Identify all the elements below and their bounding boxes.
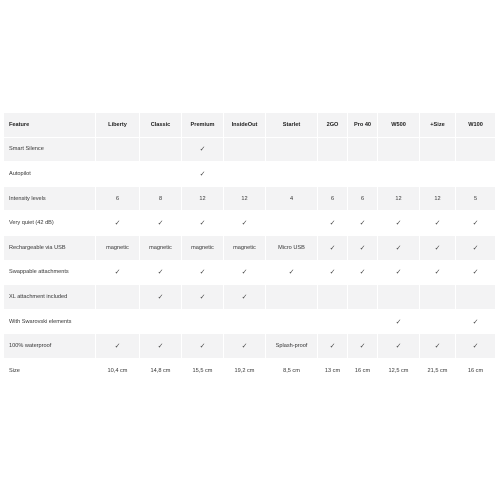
product-header-starlet: Starlet	[266, 113, 318, 138]
product-header-liberty: Liberty	[96, 113, 140, 138]
cell-pro40: ✓	[348, 236, 378, 261]
cell-liberty	[96, 310, 140, 335]
cell-w500: 12,5 cm	[378, 359, 420, 384]
cell-pro40	[348, 310, 378, 335]
cell-classic: 14,8 cm	[140, 359, 182, 384]
product-header-w100: W100	[456, 113, 496, 138]
cell-2go	[318, 310, 348, 335]
cell-premium: ✓	[182, 211, 224, 236]
cell-classic: ✓	[140, 285, 182, 310]
cell-premium: 15,5 cm	[182, 359, 224, 384]
cell-plus-size: 12	[420, 187, 456, 212]
cell-classic: magnetic	[140, 236, 182, 261]
cell-w100: ✓	[456, 310, 496, 335]
cell-insideout: 19,2 cm	[224, 359, 266, 384]
feature-label: XL attachment included	[4, 285, 96, 310]
feature-label: Rechargeable via USB	[4, 236, 96, 261]
cell-2go: 6	[318, 187, 348, 212]
table-body	[4, 138, 496, 384]
cell-starlet	[266, 138, 318, 163]
table-row	[4, 211, 496, 236]
cell-2go: ✓	[318, 236, 348, 261]
cell-premium: ✓	[182, 285, 224, 310]
comparison-table	[4, 113, 496, 384]
cell-insideout: ✓	[224, 285, 266, 310]
cell-liberty: 10,4 cm	[96, 359, 140, 384]
cell-plus-size: 21,5 cm	[420, 359, 456, 384]
feature-label: Size	[4, 359, 96, 384]
product-header-classic: Classic	[140, 113, 182, 138]
cell-premium: ✓	[182, 334, 224, 359]
cell-w500	[378, 162, 420, 187]
cell-plus-size	[420, 310, 456, 335]
cell-insideout: ✓	[224, 261, 266, 286]
cell-plus-size	[420, 162, 456, 187]
feature-label: Swappable attachments	[4, 261, 96, 286]
cell-w500	[378, 285, 420, 310]
table-row	[4, 310, 496, 335]
cell-starlet: Micro USB	[266, 236, 318, 261]
cell-plus-size	[420, 138, 456, 163]
cell-premium: ✓	[182, 138, 224, 163]
product-header-pro40: Pro 40	[348, 113, 378, 138]
cell-pro40	[348, 138, 378, 163]
cell-w100	[456, 138, 496, 163]
product-header-2go: 2GO	[318, 113, 348, 138]
cell-pro40	[348, 162, 378, 187]
feature-label: Smart Silence	[4, 138, 96, 163]
cell-plus-size: ✓	[420, 236, 456, 261]
cell-liberty: ✓	[96, 211, 140, 236]
cell-pro40	[348, 285, 378, 310]
cell-2go: ✓	[318, 261, 348, 286]
cell-pro40: ✓	[348, 334, 378, 359]
feature-label: Autopilot	[4, 162, 96, 187]
cell-pro40: ✓	[348, 211, 378, 236]
cell-insideout: magnetic	[224, 236, 266, 261]
cell-w100	[456, 162, 496, 187]
feature-header: Feature	[4, 113, 96, 138]
cell-w100	[456, 285, 496, 310]
product-header-premium: Premium	[182, 113, 224, 138]
cell-starlet	[266, 310, 318, 335]
cell-pro40: ✓	[348, 261, 378, 286]
cell-classic: 8	[140, 187, 182, 212]
feature-label: 100% waterproof	[4, 334, 96, 359]
cell-starlet: 8,5 cm	[266, 359, 318, 384]
cell-premium: 12	[182, 187, 224, 212]
cell-w500: ✓	[378, 261, 420, 286]
cell-pro40: 16 cm	[348, 359, 378, 384]
table-row	[4, 162, 496, 187]
cell-2go: 13 cm	[318, 359, 348, 384]
cell-premium: ✓	[182, 162, 224, 187]
cell-liberty: ✓	[96, 334, 140, 359]
cell-classic: ✓	[140, 211, 182, 236]
cell-classic	[140, 310, 182, 335]
cell-liberty: 6	[96, 187, 140, 212]
feature-label: Very quiet (42 dB)	[4, 211, 96, 236]
cell-insideout: 12	[224, 187, 266, 212]
cell-premium: magnetic	[182, 236, 224, 261]
cell-classic	[140, 138, 182, 163]
cell-plus-size	[420, 285, 456, 310]
product-header-insideout: InsideOut	[224, 113, 266, 138]
cell-w500: ✓	[378, 334, 420, 359]
comparison-table-container	[4, 113, 496, 384]
cell-insideout	[224, 138, 266, 163]
cell-w100: ✓	[456, 211, 496, 236]
product-header-plus-size: +Size	[420, 113, 456, 138]
cell-insideout: ✓	[224, 211, 266, 236]
cell-insideout	[224, 310, 266, 335]
cell-w500	[378, 138, 420, 163]
table-row	[4, 334, 496, 359]
cell-w100: ✓	[456, 236, 496, 261]
cell-starlet: ✓	[266, 261, 318, 286]
cell-premium: ✓	[182, 261, 224, 286]
cell-w100: ✓	[456, 261, 496, 286]
header-row	[4, 113, 496, 138]
cell-pro40: 6	[348, 187, 378, 212]
cell-starlet	[266, 211, 318, 236]
cell-liberty	[96, 162, 140, 187]
table-row	[4, 261, 496, 286]
cell-classic: ✓	[140, 334, 182, 359]
cell-w500: ✓	[378, 236, 420, 261]
cell-2go	[318, 285, 348, 310]
table-row	[4, 236, 496, 261]
cell-w500: ✓	[378, 211, 420, 236]
feature-label: Intensity levels	[4, 187, 96, 212]
cell-2go	[318, 138, 348, 163]
cell-2go	[318, 162, 348, 187]
cell-liberty	[96, 138, 140, 163]
cell-liberty: magnetic	[96, 236, 140, 261]
cell-2go: ✓	[318, 334, 348, 359]
cell-plus-size: ✓	[420, 261, 456, 286]
cell-w500: ✓	[378, 310, 420, 335]
cell-starlet	[266, 285, 318, 310]
table-row	[4, 359, 496, 384]
cell-starlet	[266, 162, 318, 187]
cell-liberty	[96, 285, 140, 310]
cell-classic: ✓	[140, 261, 182, 286]
cell-w100: 5	[456, 187, 496, 212]
product-header-w500: W500	[378, 113, 420, 138]
cell-classic	[140, 162, 182, 187]
cell-2go: ✓	[318, 211, 348, 236]
cell-w100: 16 cm	[456, 359, 496, 384]
table-row	[4, 285, 496, 310]
cell-plus-size: ✓	[420, 211, 456, 236]
cell-plus-size: ✓	[420, 334, 456, 359]
cell-w500: 12	[378, 187, 420, 212]
cell-insideout	[224, 162, 266, 187]
cell-liberty: ✓	[96, 261, 140, 286]
feature-label: With Swarovski elements	[4, 310, 96, 335]
table-row	[4, 187, 496, 212]
table-row	[4, 138, 496, 163]
cell-starlet: Splash-proof	[266, 334, 318, 359]
cell-w100: ✓	[456, 334, 496, 359]
cell-insideout: ✓	[224, 334, 266, 359]
cell-starlet: 4	[266, 187, 318, 212]
cell-premium	[182, 310, 224, 335]
